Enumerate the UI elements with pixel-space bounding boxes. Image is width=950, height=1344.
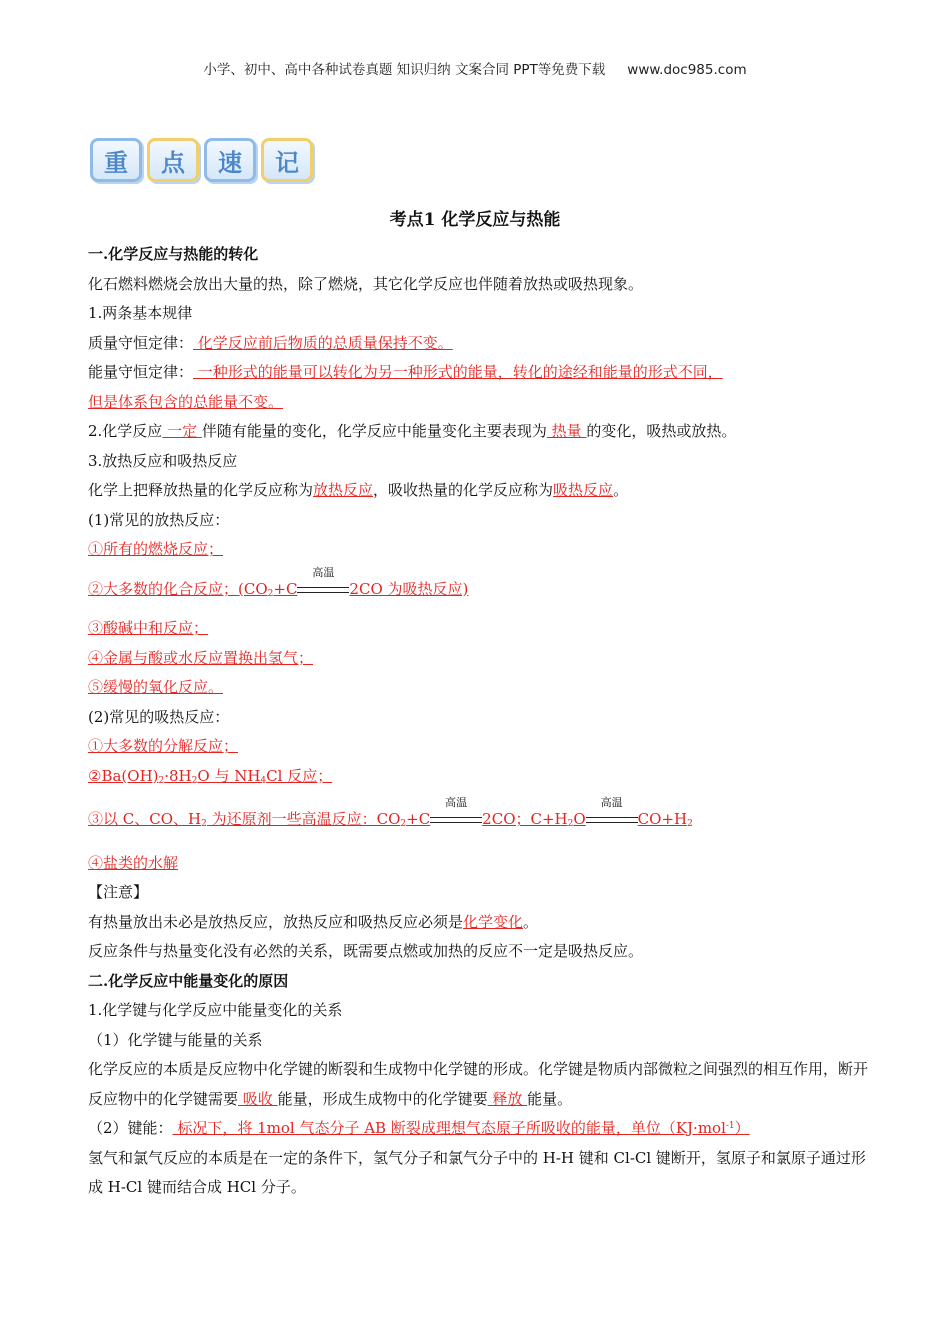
paragraph: 反应条件与热量变化没有必然的关系，既需要点燃或加热的反应不一定是吸热反应。 [88,942,644,960]
mass-law-label: 质量守恒定律： [88,333,194,352]
page-header [0,58,950,78]
text: 为还原剂一些高温反应：CO [206,810,401,828]
text: 。 [613,481,629,499]
condition-label: 高温 [445,796,468,809]
note-title: 【注意】 [88,883,149,901]
subscript: 2 [158,775,165,786]
high-temp-condition [430,796,482,827]
text: O [573,810,586,828]
answer: 释放 [487,1089,528,1108]
list-item [88,796,868,835]
text: ） [734,1119,750,1137]
list-item: ④金属与酸或水反应置换出氢气； [88,648,314,667]
text: 标况下，将 1mol 气态分子 AB 断裂成理想气态原子所吸收的能量，单位（KJ·mol [172,1119,726,1137]
paragraph: 1.化学键与化学反应中能量变化的关系 [88,1001,343,1019]
key-points-badge [90,138,313,182]
text: 能量，形成生成物中的化学键要 [277,1089,488,1108]
energy-law-answer: 一种形式的能量可以转化为另一种形式的能量，转化的途经和能量的形式不同， [193,363,723,381]
paragraph [88,1055,868,1114]
subscript: 2 [687,819,693,829]
text: 化学上把释放热量的化学反应称为 [88,481,314,499]
answer: 热量 [546,422,587,440]
text: 2CO；C+H [482,810,568,828]
condition-label: 高温 [312,565,335,579]
answer: 放热反应 [313,481,374,499]
text: 能量。 [527,1089,573,1108]
high-temp-condition [586,796,638,827]
paragraph [88,908,868,938]
energy-law-answer-2: 但是体系包含的总能量不变。 [88,392,284,411]
list-item [88,565,868,605]
text: 2CO 为吸热反应) [349,579,469,598]
paragraph: 1.两条基本规律 [88,304,193,322]
subscript: 2 [191,775,198,786]
superscript: -1 [725,1121,735,1131]
text: ，吸收热量的化学反应称为 [373,481,554,499]
subscript: 2 [400,819,407,829]
badge-char: 重 [90,138,142,182]
text: Cl 反应； [266,766,333,785]
header-text: 小学、初中、高中各种试卷真题 知识归纳 文案合同 PPT等免费下载 [203,62,606,78]
endo-title: (2)常见的吸热反应： [88,707,230,726]
text: +C [406,810,431,828]
text: 2.化学反应 [88,422,163,440]
text: 的变化，吸热或放热。 [586,422,737,440]
list-item: ①大多数的分解反应； [88,737,239,755]
text: ②大多数的化合反应；(CO [88,579,268,598]
text: ②Ba(OH) [88,766,159,785]
section-heading: 一.化学反应与热能的转化 [88,245,259,263]
list-item: ④盐类的水解 [88,853,179,872]
energy-law-label: 能量守恒定律： [88,363,194,381]
list-item: ③酸碱中和反应； [88,619,209,637]
definition [88,476,868,506]
text: O 与 NH [197,766,261,785]
subscript: 2 [267,588,274,599]
text: CO+H [637,810,688,828]
paragraph: 3.放热反应和吸热反应 [88,451,238,470]
list-item: ①所有的燃烧反应； [88,540,224,558]
badge-char: 点 [147,138,199,182]
page-title: 考点1 化学反应与热能 [389,210,561,230]
answer: 吸收 [238,1089,278,1108]
list-item [88,762,868,792]
text: 伴随有能量的变化，化学反应中能量变化主要表现为 [201,422,547,440]
paragraph: 氢气和氯气反应的本质是在一定的条件下，氢气分子和氯气分子中的 H-H 键和 Cl-Cl 键断开，氢原子和氯原子通过形成 H-Cl 键而结合成 HCl 分子。 [88,1148,866,1196]
answer: 一定 [162,422,202,440]
text: 化学反应的本质是反应物中化学键的断裂和生成物中化学键的形成。化学键是物质内部微粒之间强烈的相互作用，断开反应物中的化学键需要 [88,1060,869,1108]
bond-energy-label: （2）键能： [88,1119,173,1137]
exo-title: (1)常见的放热反应： [88,510,230,529]
subscript: 2 [567,819,574,829]
document-body [88,240,868,1203]
high-temp-condition [297,565,349,597]
section-heading: 二.化学反应中能量变化的原因 [88,971,289,990]
paragraph [88,417,868,447]
subscript: 2 [201,819,207,829]
mass-law [88,329,868,359]
text: ·8H [164,766,192,785]
text: +C [273,579,298,598]
badge-char: 记 [261,138,313,182]
list-item: ⑤缓慢的氧化反应。 [88,678,224,696]
energy-law [88,358,868,388]
paragraph: （1）化学键与能量的关系 [88,1030,263,1049]
bond-energy-answer [173,1119,750,1137]
paragraph: 化石燃料燃烧会放出大量的热，除了燃烧，其它化学反应也伴随着放热或吸热现象。 [88,274,644,293]
text: ③以 C、CO、H [88,810,202,828]
badge-char: 速 [204,138,256,182]
header-url[interactable]: www.doc985.com [627,62,747,78]
subscript: 4 [260,775,267,786]
bond-energy [88,1114,868,1144]
mass-law-answer: 化学反应前后物质的总质量保持不变。 [193,333,453,352]
text: 。 [523,912,539,931]
condition-label: 高温 [600,796,623,809]
answer: 吸热反应 [553,481,614,499]
energy-law-cont [88,388,868,418]
text: 有热量放出未必是放热反应，放热反应和吸热反应必须是 [88,912,464,931]
answer: 化学变化 [463,912,524,931]
